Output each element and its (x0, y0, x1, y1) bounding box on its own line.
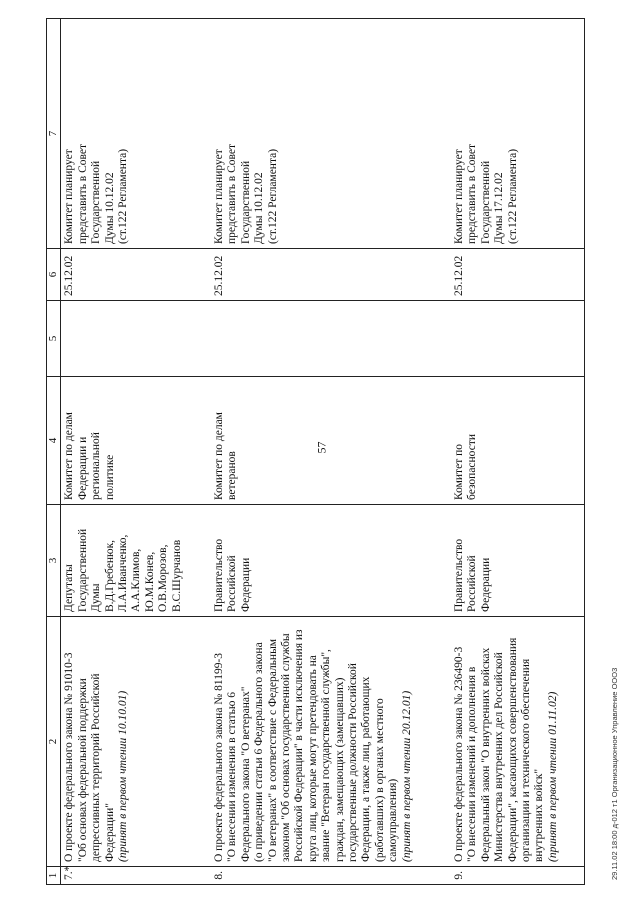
first-reading-note: (принят в первом чтении 20.12.01) (400, 690, 413, 862)
bill-title-line: государственные должности Российской (346, 663, 359, 862)
committee-cell (61, 377, 211, 505)
bill-title-line: Министерства внутренних дел Российской (493, 652, 506, 862)
column-5-cell (451, 301, 585, 377)
date-cell: 25.12.02 (211, 249, 451, 301)
committee-line: региональной (90, 432, 103, 500)
initiator-line: Л.А.Иванченко, (117, 534, 130, 612)
bill-title-line: (о приведении статьи 6 Федерального закона (253, 642, 266, 862)
first-reading-note: (принят в первом чтении 10.10.01) (117, 690, 130, 862)
initiator-line: Федерации (239, 557, 252, 612)
bill-title-line: "О внесении изменения в статью 6 (226, 691, 239, 862)
plan-cell (61, 19, 211, 249)
plan-line: Думы 17.12.02 (493, 172, 506, 244)
bill-title-line: О проекте федерального закона № 91010-3 (63, 652, 76, 862)
row-number: 7.* (61, 867, 211, 885)
initiator-line: Российской (466, 555, 479, 612)
date-cell: 25.12.02 (61, 249, 211, 301)
bill-title-line: Федерации, а также лиц, работающих (360, 676, 373, 862)
column-5-cell (61, 301, 211, 377)
initiator-line: О.В.Морозов, (157, 544, 170, 612)
plan-line: Комитет планирует (63, 149, 76, 244)
initiator-line: В.Д.Гребенюк, (103, 539, 116, 612)
bills-table (46, 18, 585, 885)
committee-line: Комитет по (452, 444, 465, 500)
bill-title-line: внутренних войск" (533, 768, 546, 862)
initiator-line: Правительство (212, 538, 225, 612)
plan-line: представить в Совет (76, 143, 89, 244)
initiator-line: Ю.М.Конев, (143, 551, 156, 612)
page-number: 57 (314, 441, 329, 454)
bill-title-line: граждан, замещающих (замещавших) (333, 677, 346, 862)
row-number: 9. (451, 867, 585, 885)
bill-title-line: Федеральный закон "О внутренних войсках (479, 647, 492, 862)
table-header-row (47, 19, 61, 885)
initiator-cell (61, 505, 211, 617)
bill-title-cell (211, 617, 451, 867)
first-reading-note: (принят в первом чтении 01.11.02) (546, 691, 559, 862)
date-cell: 25.12.02 (451, 249, 585, 301)
plan-line: (ст.122 Регламента) (117, 148, 130, 244)
plan-line: (ст.122 Регламента) (266, 148, 279, 244)
bill-title-line: О проекте федерального закона № 236490-3 (452, 646, 465, 862)
column-header-4: 4 (47, 377, 61, 505)
column-header-2: 2 (47, 617, 61, 867)
initiator-line: Государственной (76, 528, 89, 612)
committee-line: Комитет по делам (63, 412, 76, 500)
column-header-6: 6 (47, 249, 61, 301)
plan-line: Думы 10.12.02 (103, 172, 116, 244)
initiator-line: Российской (226, 555, 239, 612)
plan-cell (451, 19, 585, 249)
initiator-cell (451, 505, 585, 617)
bill-title-line: "Об основах федеральной поддержки (76, 678, 89, 862)
committee-cell (211, 377, 451, 505)
plan-line: Государственной (90, 160, 103, 244)
committee-cell (451, 377, 585, 505)
committee-line: Комитет по делам (212, 412, 225, 500)
plan-line: (ст.122 Регламента) (506, 148, 519, 244)
bill-title-line: организации и технического обеспечения (519, 658, 532, 862)
initiator-line: Думы (90, 583, 103, 612)
bill-title-line: Российской Федерации" в части исключения из (293, 629, 306, 862)
row-number: 8. (211, 867, 451, 885)
column-header-3: 3 (47, 505, 61, 617)
plan-line: Государственной (239, 160, 252, 244)
plan-line: Комитет планирует (212, 149, 225, 244)
bill-title-line: Федерации" (103, 802, 116, 862)
initiator-line: В.С.Шурчанов (170, 539, 183, 612)
agenda-table-sheet (46, 19, 586, 885)
bill-title-line: О проекте федерального закона № 81199-3 (212, 652, 225, 862)
committee-line: безопасности (466, 433, 479, 500)
column-header-5: 5 (47, 301, 61, 377)
initiator-cell (211, 505, 451, 617)
bill-title-line: звание "Ветеран государственной службы", (320, 649, 333, 862)
initiator-line: Федерации (479, 557, 492, 612)
initiator-line: А.А.Климов, (130, 548, 143, 612)
table-row (61, 19, 211, 885)
bill-title-line: Федерального закона "О ветеранах" (239, 686, 252, 862)
plan-line: Комитет планирует (452, 149, 465, 244)
plan-line: Думы 10.12.02 (253, 172, 266, 244)
table-row (451, 19, 585, 885)
bill-title-line: "О ветеранах" в соответствие с Федеральным (266, 638, 279, 862)
plan-line: Государственной (479, 160, 492, 244)
bill-title-line: депрессивных территорий Российской (90, 673, 103, 862)
bill-title-line: Федерации", касающихся совершенствования (506, 637, 519, 862)
initiator-line: Депутаты (63, 564, 76, 612)
print-footer: 29.11.02 18:00 д-012 т1 Организационное Управление ООО3 (610, 667, 619, 880)
initiator-line: Правительство (452, 538, 465, 612)
column-5-cell (211, 301, 451, 377)
bill-title-line: круга лиц, которые могут претендовать на (306, 655, 319, 862)
plan-line: представить в Совет (466, 143, 479, 244)
bill-title-cell (61, 617, 211, 867)
plan-cell (211, 19, 451, 249)
column-header-1: 1 (47, 867, 61, 885)
table-row (211, 19, 451, 885)
bill-title-line: (работавших) в органах местного (373, 698, 386, 862)
committee-line: политике (103, 454, 116, 500)
committee-line: Федерации и (76, 436, 89, 500)
plan-line: представить в Совет (226, 143, 239, 244)
bill-title-line: самоуправления) (387, 778, 400, 862)
committee-line: ветеранов (226, 451, 239, 500)
column-header-7: 7 (47, 19, 61, 249)
bill-title-line: "О внесении изменений и дополнения в (466, 666, 479, 862)
bill-title-line: законом "Об основах государственной службы (279, 633, 292, 862)
bill-title-cell (451, 617, 585, 867)
